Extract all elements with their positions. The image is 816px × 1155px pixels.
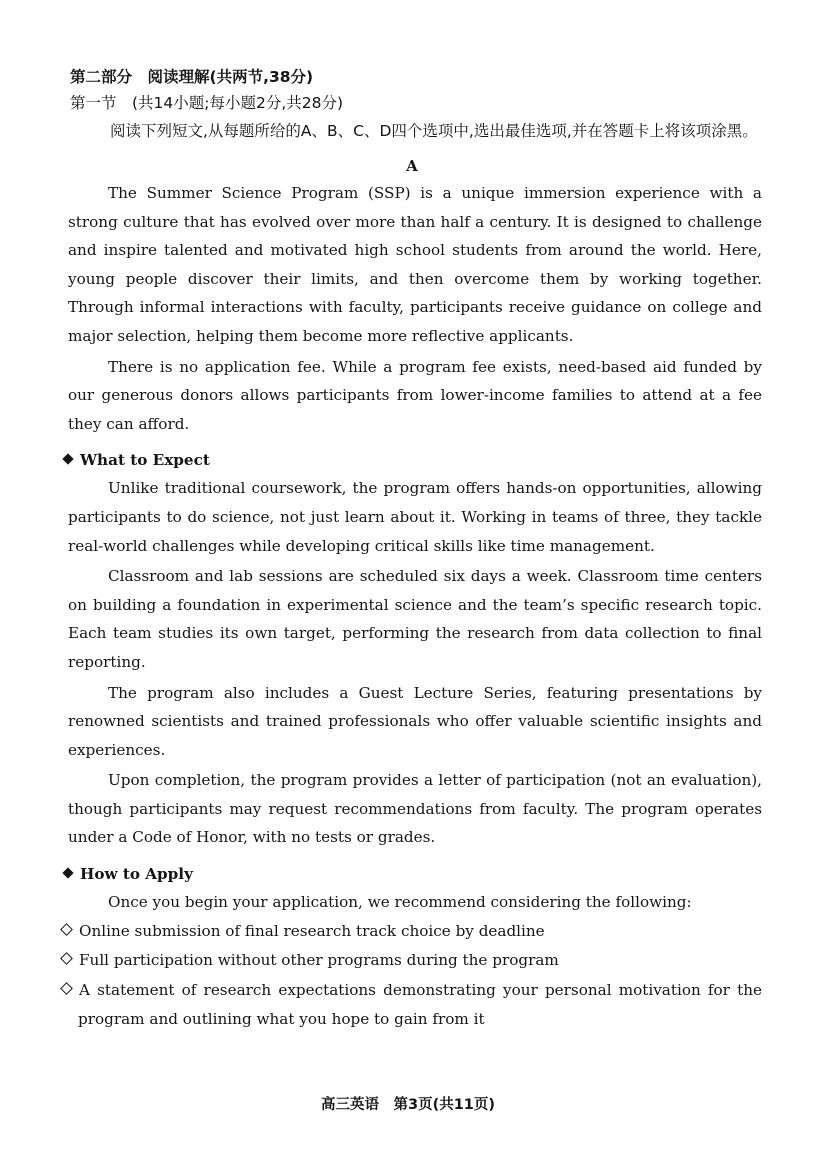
apply-item-text: Full participation without other programs during the program xyxy=(79,951,559,970)
hollow-diamond-icon xyxy=(60,952,73,965)
apply-item-text: Online submission of final research track choice by deadline xyxy=(79,921,545,940)
expect-paragraph-4: Upon completion, the program provides a letter of participation (not an evaluation), though participants may request recommendations from faculty. The program operates under a Code of Honor, with no tests or grades. xyxy=(68,771,762,847)
apply-intro: Once you begin your application, we recommend considering the following: xyxy=(108,893,692,912)
hollow-diamond-icon xyxy=(60,923,73,936)
how-to-apply-heading xyxy=(62,860,762,888)
what-to-expect-heading xyxy=(62,446,762,474)
part-title: 第二部分 阅读理解(共两节,38分) xyxy=(70,68,314,86)
apply-item xyxy=(62,917,762,947)
apply-item xyxy=(62,946,762,976)
expect-paragraph-3: The program also includes a Guest Lecture Series, featuring presentations by renowned scientists and trained professionals who offer valuable scientific insights and experiences. xyxy=(68,683,762,759)
intro-paragraph-1: The Summer Science Program (SSP) is a unique immersion experience with a strong culture that has evolved over more than half a century. It is designed to challenge and inspire talented and motivated high school students from around the world. Here, young people discover their limits, and then overcome them by working together. Through informal interactions with faculty, participants receive guidance on college and major selection, helping them become more reflective applicants. xyxy=(68,184,762,345)
expect-paragraph-2: Classroom and lab sessions are scheduled six days a week. Classroom time centers on building a foundation in experimental science and the team’s specific research topic. Each team studies its own target, performing the research from data collection to final reporting. xyxy=(68,567,762,671)
passage-label: A xyxy=(406,157,418,175)
filled-diamond-icon xyxy=(62,454,73,465)
instruction-text: 阅读下列短文,从每题所给的A、B、C、D四个选项中,选出最佳选项,并在答题卡上将该项涂黑。 xyxy=(110,122,758,140)
apply-item xyxy=(62,976,762,1035)
apply-item-text: A statement of research expectations demonstrating your personal motivation for the program and outlining what you hope to gain from it xyxy=(78,980,762,1029)
exam-page xyxy=(62,64,762,1035)
section-title: 第一节 (共14小题;每小题2分,共28分) xyxy=(70,94,344,112)
page-footer: 高三英语 第3页(共11页) xyxy=(320,1097,496,1113)
filled-diamond-icon xyxy=(62,867,73,878)
intro-paragraph-2: There is no application fee. While a program fee exists, need-based aid funded by our generous donors allows participants from lower-income families to attend at a fee they can afford. xyxy=(68,357,762,433)
expect-paragraph-1: Unlike traditional coursework, the program offers hands-on opportunities, allowing participants to do science, not just learn about it. Working in teams of three, they tackle real-world challenges while developing critical skills like time management. xyxy=(68,479,762,555)
what-to-expect-label: What to Expect xyxy=(80,451,210,470)
hollow-diamond-icon xyxy=(60,982,73,995)
how-to-apply-label: How to Apply xyxy=(80,865,193,884)
